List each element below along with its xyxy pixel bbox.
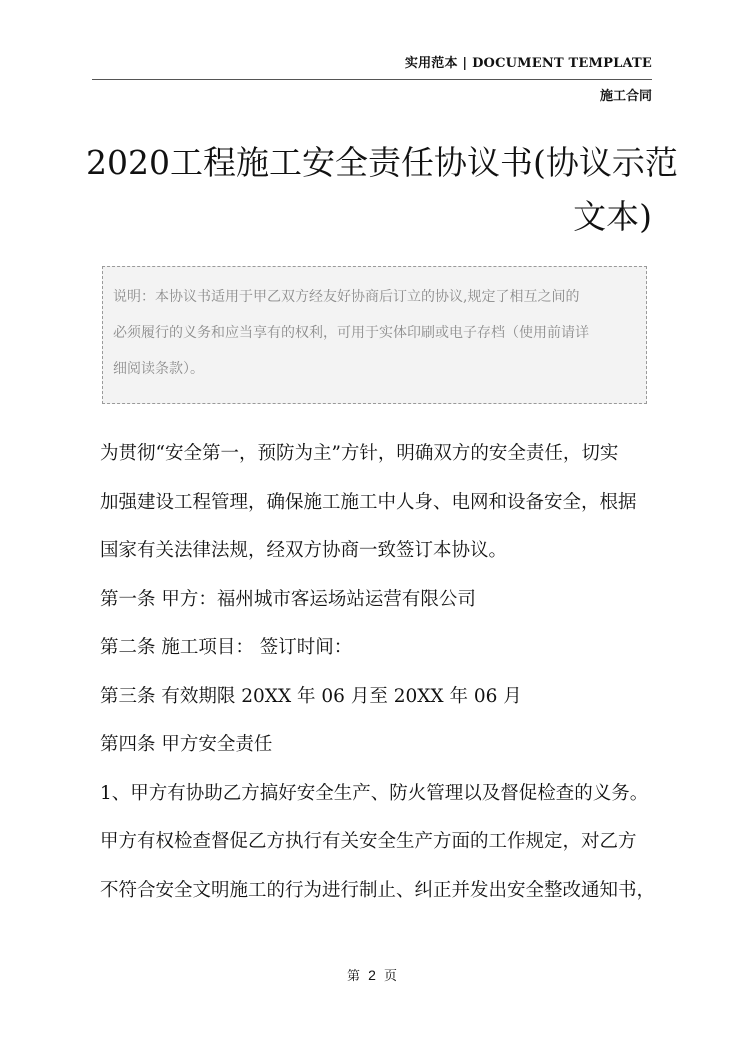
usage-notice-box [102, 266, 647, 404]
article-4-text: 第四条 甲方安全责任 [100, 734, 273, 755]
title-line-2: 文本) [573, 197, 652, 236]
intro-line-2: 加强建设工程管理，确保施工施工中人身、电网和设备安全，根据 [100, 491, 637, 513]
article-3-text: 第三条 有效期限 20XX 年 06 月至 20XX 年 06 月 [100, 685, 522, 707]
page-footer [0, 965, 744, 984]
header-divider [92, 79, 652, 80]
page-suffix: 页 [384, 969, 398, 984]
article-3-term [100, 673, 656, 722]
title-line-1: 2020工程施工安全责任协议书(协议示范 [86, 143, 678, 182]
intro-line-3: 国家有关法律法规，经双方协商一致签订本协议。 [100, 540, 508, 561]
item-1-paragraph [100, 770, 656, 916]
notice-line-2: 必须履行的义务和应当享有的权利，可用于实体印刷或电子存档（使用前请详 [113, 325, 589, 341]
item-1-line-1: 1、甲方有协助乙方搞好安全生产、防火管理以及督促检查的义务。 [100, 782, 649, 804]
document-template-label: 实用范本 | DOCUMENT TEMPLATE [404, 56, 652, 71]
category-label: 施工合同 [599, 89, 652, 104]
notice-line-1: 说明：本协议书适用于甲乙双方经友好协商后订立的协议,规定了相互之间的 [113, 289, 580, 305]
article-1-party-a [100, 576, 656, 625]
article-1-text: 第一条 甲方：福州城市客运场站运营有限公司 [100, 588, 476, 610]
page-number: 2 [368, 967, 376, 983]
agreement-body [100, 430, 656, 915]
article-4-heading [100, 721, 656, 770]
intro-paragraph [100, 430, 656, 576]
item-1-line-3: 不符合安全文明施工的行为进行制止、纠正并发出安全整改通知书， [100, 879, 656, 901]
notice-line-3: 细阅读条款）。 [113, 361, 204, 377]
article-2-text: 第二条 施工项目： 签订时间： [100, 637, 353, 658]
item-1-line-2: 甲方有权检查督促乙方执行有关安全生产方面的工作规定，对乙方 [100, 831, 637, 852]
article-2-project [100, 624, 656, 673]
document-title [86, 136, 678, 244]
intro-line-1: 为贯彻“安全第一，预防为主”方针，明确双方的安全责任，切实 [100, 443, 619, 464]
page-prefix: 第 [346, 969, 360, 984]
